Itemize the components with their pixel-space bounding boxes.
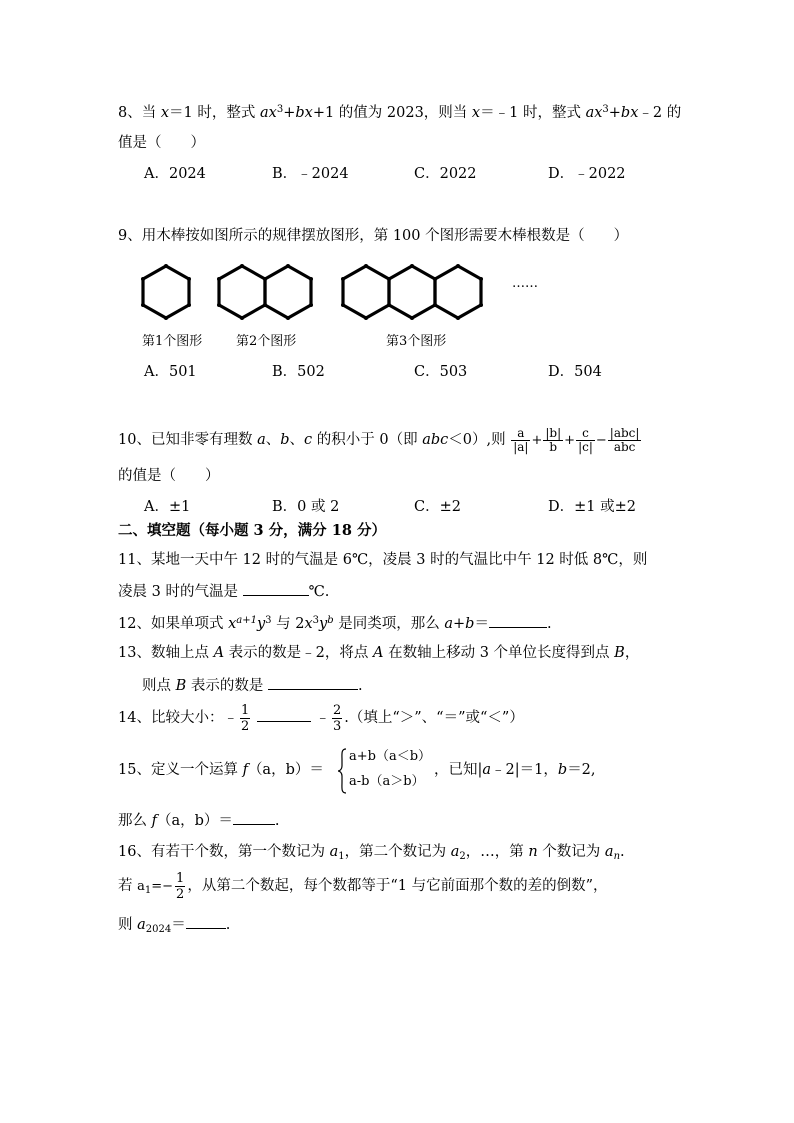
q15-line2: 那么 f（a，b）＝ .: [118, 810, 280, 831]
q12-blank: [489, 613, 547, 628]
q9-option-a: A．501: [144, 364, 197, 380]
q10-line2: 的值是（ ）: [118, 468, 220, 484]
q10-option-a: A．±1: [144, 499, 191, 515]
q8-option-b: B．﹣2024: [272, 166, 349, 182]
q16-line3: 则 $a_{2024}=$ .: [118, 914, 230, 940]
q10-option-d: D．±1 或±2: [548, 499, 636, 515]
hexagon-figure-1: [143, 266, 189, 318]
figure-3-caption: 第3个图形: [386, 334, 447, 349]
q15-line1-prefix: 15、定义一个运算 f（a，b）＝: [118, 762, 324, 778]
ellipsis: ……: [512, 276, 538, 291]
q8-line2: 值是（ ）: [118, 135, 205, 151]
q11-line2: 凌晨 3 时的气温是 ℃.: [118, 581, 329, 602]
case-1: a+b（a＜b）: [349, 749, 432, 764]
fraction-abs-abc-over-abc: $\frac{\text{|abc|}}{\text{abc}}$: [609, 425, 640, 454]
q10-line1: 10、已知非零有理数 a、b、c 的积小于 0（即 abc＜0）,则 $\frac{a}{|a|}$ + $\frac{|b|}{b}$ + $\frac{c}{|c|}$ − $\frac{\text{|abc|}}{\text{abc}}$: [118, 425, 640, 454]
hexagon-figures: [130, 258, 530, 328]
figure-2-caption: 第2个图形: [236, 334, 297, 349]
q16-line1: 16、有若干个数，第一个数记为 $a_1$，第二个数记为 $a_2$，…，第 n 个数记为 $a_n$.: [118, 844, 625, 862]
fraction-abs-b-over-b: $\frac{|b|}{b}$: [545, 425, 562, 454]
q9-option-c: C．503: [414, 364, 468, 380]
q13-line2: 则点 B 表示的数是 .: [142, 675, 363, 696]
fraction-c-over-abs-c: $\frac{c}{|c|}$: [578, 425, 593, 454]
q16-line2: 若 $a_1=-$ $\frac{1}{2}$ ，从第二个数起，每个数都等于“1 与它前面那个数的差的倒数”，: [118, 870, 608, 902]
q10-option-c: C．±2: [414, 499, 461, 515]
fraction-one-half: $\frac{1}{2}$: [240, 702, 250, 734]
section-heading: 二、填空题（每小题 3 分，满分 18 分）: [118, 522, 386, 539]
fraction-two-thirds: $\frac{2}{3}$: [332, 702, 342, 734]
case-2: a-b（a＞b）: [349, 774, 425, 789]
figure-1-caption: 第1个图形: [142, 334, 203, 349]
fraction-one-half-q16: $\frac{1}{2}$: [176, 870, 185, 902]
hexagon-figure-2: [219, 266, 311, 318]
q9-option-b: B．502: [272, 364, 325, 380]
hexagon-figure-3: [343, 266, 481, 318]
q8-option-c: C．2022: [414, 166, 477, 182]
q8-line1: 8、当 x＝1 时，整式 $ax^3+bx+1$ 的值为 2023，则当 x＝﹣1 时，整式 $ax^3+bx﹣2$ 的: [118, 104, 682, 121]
q11-line1: 11、某地一天中午 12 时的气温是 6℃，凌晨 3 时的气温比中午 12 时低 8℃，则: [118, 552, 648, 568]
q15-line1-suffix: ，已知|a﹣2|＝1，b＝2,: [434, 762, 596, 778]
q16-blank: [186, 914, 226, 929]
q8-option-d: D．﹣2022: [548, 166, 626, 182]
q13-blank: [268, 675, 358, 690]
q9-option-d: D．504: [548, 364, 602, 380]
q12-line: 12、如果单项式 $x^{a+1}y^3$ 与 $2x^3y^b$ 是同类项，那么 a+b＝ .: [118, 615, 552, 632]
q9-stem: 9、用木棒按如图所示的规律摆放图形，第 100 个图形需要木棒根数是（ ）: [118, 228, 629, 244]
curly-brace: [337, 748, 347, 794]
q11-blank: [243, 581, 309, 596]
q8-option-a: A．2024: [144, 166, 206, 182]
q14-blank: [257, 707, 311, 722]
q14-line: 14、比较大小：﹣ $\frac{1}{2}$ ﹣ $\frac{2}{3}$ .（填上“＞”、“＝”或“＜”）: [118, 702, 524, 734]
q15-blank: [233, 810, 275, 825]
fraction-a-over-abs-a: $\frac{a}{|a|}$: [513, 425, 529, 454]
q13-line1: 13、数轴上点 A 表示的数是﹣2，将点 A 在数轴上移动 3 个单位长度得到点 B，: [118, 645, 640, 661]
q10-option-b: B．0 或 2: [272, 499, 340, 515]
